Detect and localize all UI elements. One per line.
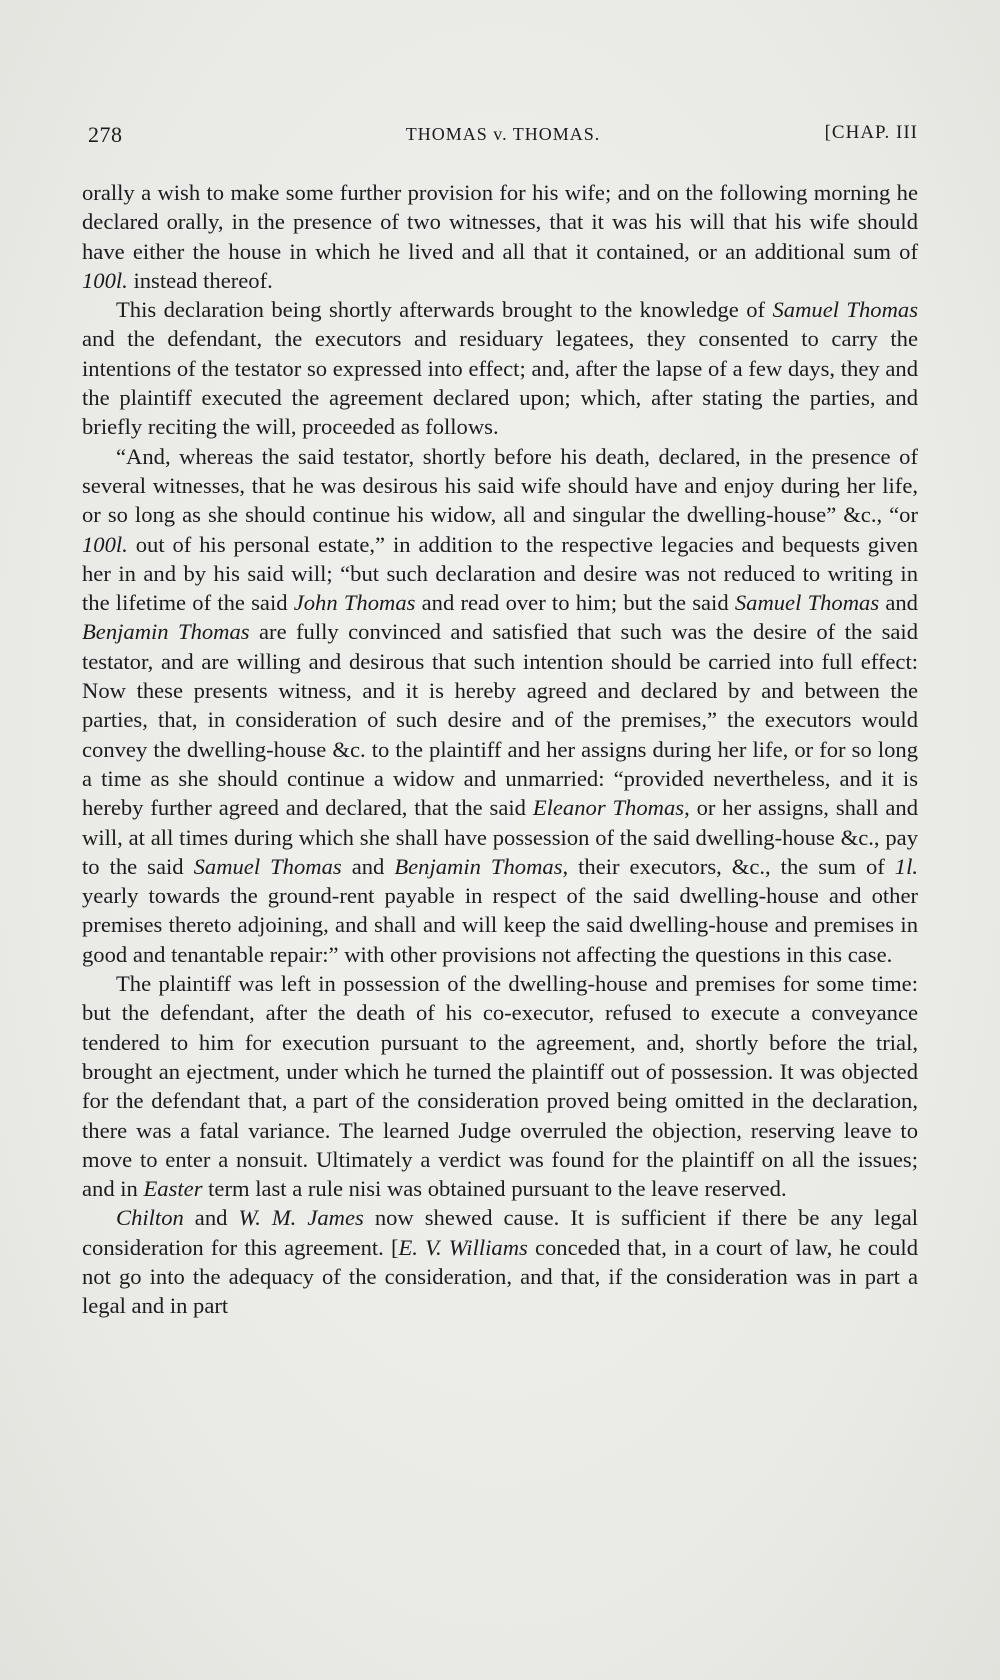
body-text [82,178,918,1321]
paragraph: This declaration being shortly afterwards brought to the knowledge of Samuel Thomas and the defendant, the executors and residuary legatees, they consented to carry the intentions of the testator so expressed into effect; and, after the lapse of a few days, they and the plaintiff executed the agreement declared upon; which, after stating the parties, and briefly reciting the will, proceeded as follows. [82,297,918,440]
paragraph: “And, whereas the said testator, shortly before his death, declared, in the presence of several witnesses, that he was desirous his said wife should have and enjoy during her life, or so long as she should continue his widow, all and singular the dwelling-house” &c., “or 100l. out of his personal estate,” in addition to the respective legacies and bequests given her in and by his said will; “but such declaration and desire was not reduced to writing in the lifetime of the said John Thomas and read over to him; but the said Samuel Thomas and Benjamin Thomas are fully convinced and satisfied that such was the desire of the said testator, and are willing and desirous that such intention should be carried into full effect: Now these presents witness, and it is hereby agreed and declared by and between the parties, that, in consideration of such desire and of the premises,” the executors would convey the dwelling-house &c. to the plaintiff and her assigns during her life, or for so long a time as she should continue a widow and unmarried: “provided nevertheless, and it is hereby further agreed and declared, that the said Eleanor Thomas, or her assigns, shall and will, at all times during which she shall have possession of the said dwelling-house &c., pay to the said Samuel Thomas and Benjamin Thomas, their executors, &c., the sum of 1l. yearly towards the ground-rent payable in respect of the said dwelling-house and other premises thereto adjoining, and shall and will keep the said dwelling-house and premises in good and tenantable repair:” with other provisions not affecting the questions in this case. [82,443,919,967]
page-header [88,122,918,156]
paragraph: The plaintiff was left in possession of the dwelling-house and premises for some time: but the defendant, after the death of his co-executor, refused to execute a conveyance tendered to him for execution pursuant to the agreement, and, shortly before the trial, brought an ejectment, under which he turned the plaintiff out of possession. It was objected for the defendant that, a part of the consideration proved being omitted in the declaration, there was a fatal variance. The learned Judge overruled the objection, reserving leave to move to enter a nonsuit. Ultimately a verdict was found for the plaintiff on all the issues; and in Easter term last a rule nisi was obtained pursuant to the leave reserved. [82,971,918,1202]
chapter-label: [CHAP. III [824,122,918,143]
paragraph: Chilton and W. M. James now shewed cause. It is sufficient if there be any legal consideration for this agreement. [E. V. Williams conceded that, in a court of law, he could not go into the adequacy of the consideration, and that, if the consideration was in part a legal and in part [82,1205,919,1319]
page-number: 278 [88,122,123,147]
paragraph: orally a wish to make some further provision for his wife; and on the following morning he declared orally, in the presence of two witnesses, that it was his will that his wife should have either the house in which he lived and all that it contained, or an additional sum of 100l. instead thereof. [82,180,918,293]
running-title: THOMAS v. THOMAS. [405,124,601,144]
